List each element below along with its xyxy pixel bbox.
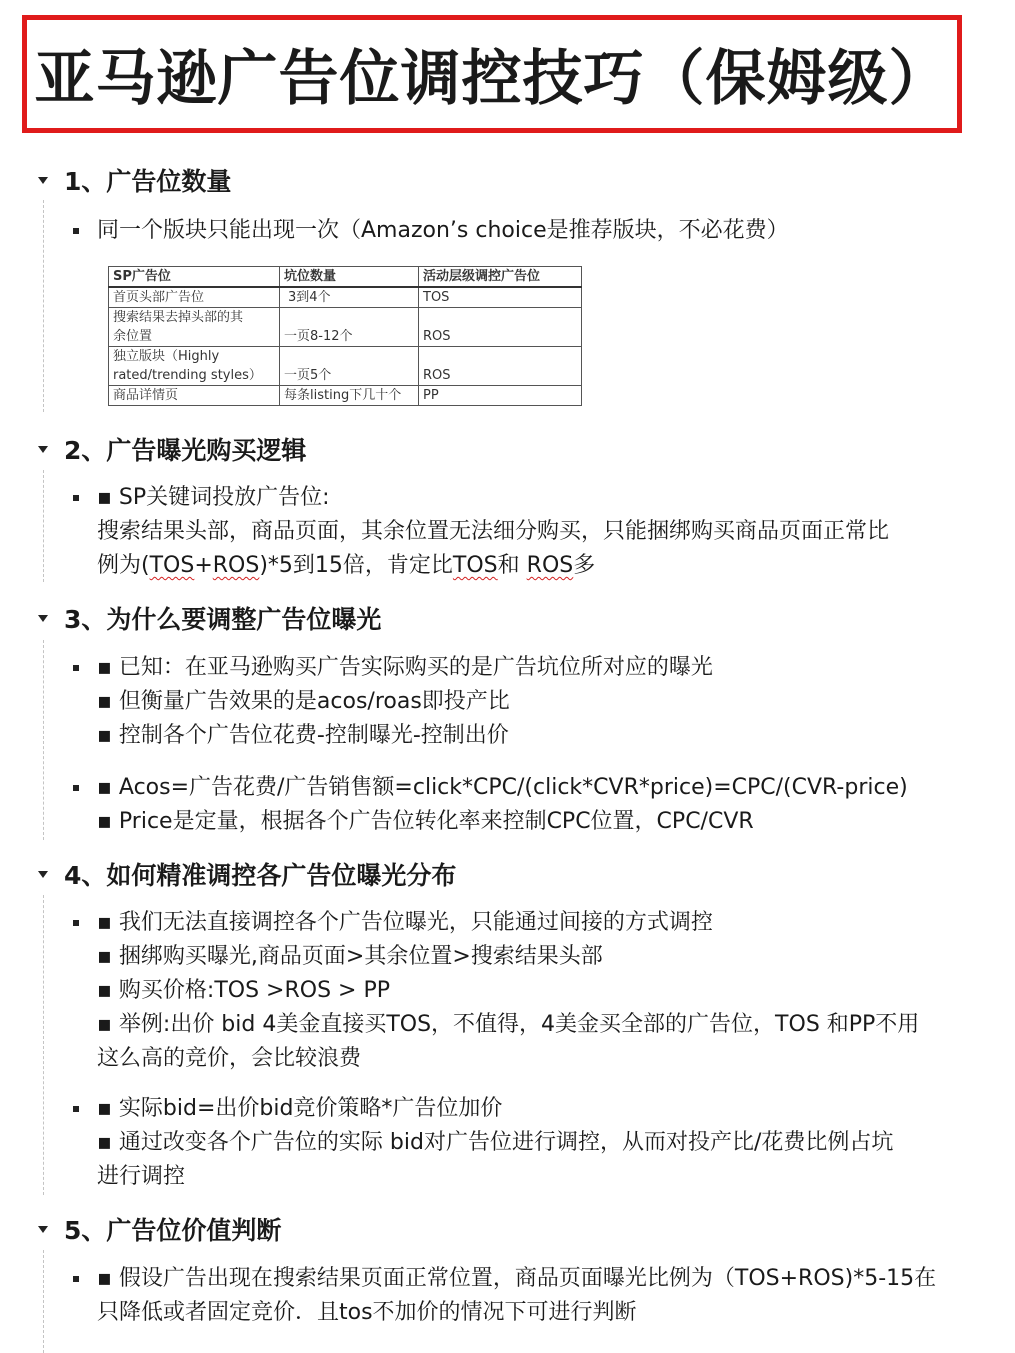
table-row [109, 386, 582, 406]
table-cell [109, 308, 280, 347]
bullet-square-icon [73, 495, 79, 501]
text-span: )*5到15倍，肯定比 [259, 553, 453, 578]
bullet-square-icon [73, 228, 79, 234]
section-4-line-6: ▪ 实际bid=出价bid竞价策略*广告位加价 [97, 1096, 503, 1121]
bullet-square-icon [73, 1106, 79, 1112]
table-cell: ROS [419, 308, 582, 347]
section-5-title: 5、广告位价值判断 [64, 1216, 282, 1245]
text-span-tos: TOS [149, 553, 195, 578]
table-cell-line: rated/trending styles） [113, 368, 262, 383]
table-cell-line: 独立版块（Highly [113, 349, 220, 364]
section-2-heading[interactable] [38, 431, 306, 467]
bullet-square-icon [73, 665, 79, 671]
table-cell [109, 347, 280, 386]
text-span-ros: ROS [212, 553, 260, 578]
table-cell-line: 搜索结果去掉头部的其 [113, 310, 244, 325]
collapse-triangle-icon[interactable] [38, 871, 48, 878]
section-3-heading[interactable] [38, 600, 381, 636]
table-cell: 3到4个 [280, 287, 419, 308]
collapse-triangle-icon[interactable] [38, 446, 48, 453]
section-4-heading[interactable] [38, 856, 456, 892]
bullet-square-icon [73, 920, 79, 926]
section-3-line-1: ▪ 已知：在亚马逊购买广告实际购买的是广告坑位所对应的曝光 [97, 655, 713, 680]
section-5-guide-line [43, 1250, 44, 1353]
table-cell: 商品详情页 [109, 386, 280, 406]
table-cell: 一页5个 [280, 347, 419, 386]
section-4-line-4: ▪ 举例:出价 bid 4美金直接买TOS，不值得，4美金买全部的广告位，TOS 和PP不用 [97, 1012, 920, 1037]
title-box [22, 15, 962, 133]
sp-placement-table [108, 266, 582, 406]
section-4-line-5: 这么高的竞价，会比较浪费 [97, 1046, 362, 1071]
text-span: 例为( [97, 553, 150, 578]
section-4-guide-line [43, 895, 44, 1195]
table-row [109, 287, 582, 308]
text-span-ros: ROS [526, 553, 574, 578]
section-3-line-4: ▪ Acos=广告花费/广告销售额=click*CPC/(click*CVR*price)=CPC/(CVR-price) [97, 775, 908, 800]
section-2-title: 2、广告曝光购买逻辑 [64, 436, 307, 465]
table-cell: PP [419, 386, 582, 406]
page-title: 亚马逊广告位调控技巧（保姆级） [34, 44, 950, 114]
section-1-guide-line [43, 200, 44, 412]
collapse-triangle-icon[interactable] [38, 177, 48, 184]
section-5-line-2: 只降低或者固定竞价．且tos不加价的情况下可进行判断 [97, 1300, 637, 1325]
section-1-line-1: 同一个版块只能出现一次（Amazon’s choice是推荐版块，不必花费） [97, 218, 789, 243]
section-2-line-3 [97, 549, 595, 583]
section-2-guide-line [43, 470, 44, 582]
text-span: 多 [573, 553, 596, 578]
section-5-heading[interactable] [38, 1211, 281, 1247]
section-2-line-1: ▪ SP关键词投放广告位: [97, 485, 330, 510]
table-cell-line: 余位置 [113, 329, 153, 344]
table-cell: TOS [419, 287, 582, 308]
table-cell: ROS [419, 347, 582, 386]
table-row [109, 308, 582, 347]
section-3-line-3: ▪ 控制各个广告位花费-控制曝光-控制出价 [97, 723, 509, 748]
table-cell: 首页头部广告位 [109, 287, 280, 308]
collapse-triangle-icon[interactable] [38, 615, 48, 622]
table-header-cell: 活动层级调控广告位 [419, 267, 582, 288]
section-3-line-5: ▪ Price是定量，根据各个广告位转化率来控制CPC位置，CPC/CVR [97, 809, 754, 834]
table-header-cell: SP广告位 [109, 267, 280, 288]
text-span: 和 [497, 553, 527, 578]
table-row [109, 347, 582, 386]
section-3-title: 3、为什么要调整广告位曝光 [64, 605, 382, 634]
text-span: + [194, 553, 213, 578]
section-4-line-8: 进行调控 [97, 1164, 186, 1189]
section-3-line-2: ▪ 但衡量广告效果的是acos/roas即投产比 [97, 689, 510, 714]
section-4-line-1: ▪ 我们无法直接调控各个广告位曝光，只能通过间接的方式调控 [97, 910, 713, 935]
section-4-line-7: ▪ 通过改变各个广告位的实际 bid对广告位进行调控，从而对投产比/花费比例占坑 [97, 1130, 894, 1155]
section-4-line-3: ▪ 购买价格:TOS >ROS > PP [97, 978, 390, 1003]
section-5-line-1: ▪ 假设广告出现在搜索结果页面正常位置，商品页面曝光比例为（TOS+ROS)*5-15在 [97, 1266, 937, 1291]
text-span-tos: TOS [452, 553, 498, 578]
section-4-line-2: ▪ 捆绑购买曝光,商品页面>其余位置>搜索结果头部 [97, 944, 603, 969]
section-1-title: 1、广告位数量 [64, 167, 232, 196]
section-4-title: 4、如何精准调控各广告位曝光分布 [64, 861, 457, 890]
bullet-square-icon [73, 785, 79, 791]
table-cell: 一页8-12个 [280, 308, 419, 347]
table-header-row [109, 267, 582, 288]
collapse-triangle-icon[interactable] [38, 1226, 48, 1233]
section-1-heading[interactable] [38, 162, 231, 198]
table-header-cell: 坑位数量 [280, 267, 419, 288]
section-2-line-2: 搜索结果头部，商品页面，其余位置无法细分购买，只能捆绑购买商品页面正常比 [97, 519, 890, 544]
section-3-guide-line [43, 640, 44, 840]
bullet-square-icon [73, 1276, 79, 1282]
table-cell: 每条listing下几十个 [280, 386, 419, 406]
